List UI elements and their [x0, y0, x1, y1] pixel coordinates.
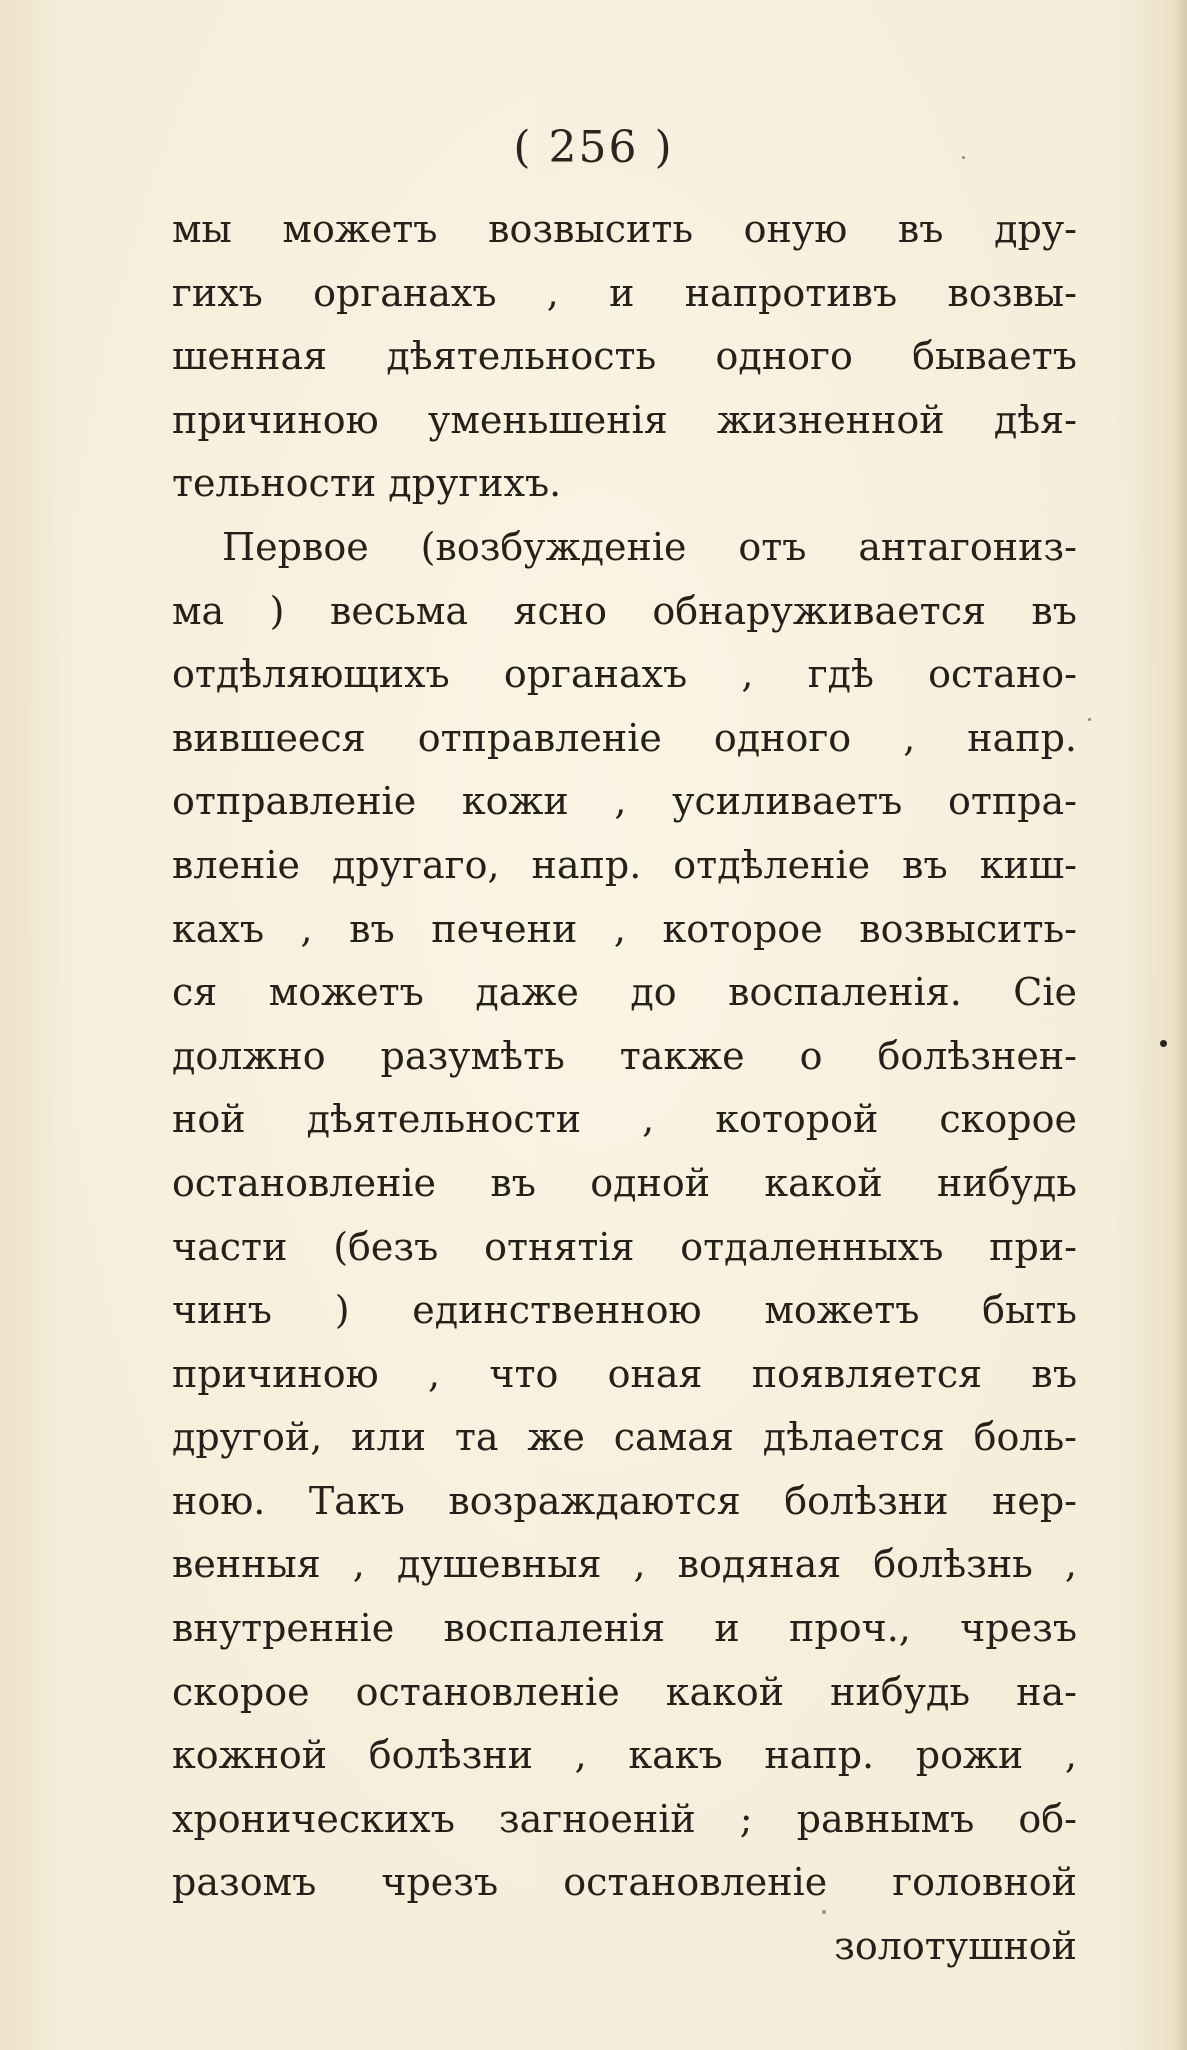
- text-line: причиною , что оная появляется въ: [172, 1351, 1077, 1396]
- text-line: гихъ органахъ , и напротивъ возвы-: [172, 270, 1077, 315]
- text-line: причиною уменьшенія жизненной дѣя-: [172, 397, 1077, 442]
- ink-speck: [822, 1910, 826, 1914]
- ink-speck: [962, 156, 965, 159]
- text-line: вленіе другаго, напр. отдѣленіе въ киш-: [172, 842, 1077, 887]
- ink-speck: [1088, 718, 1091, 721]
- text-line: разомъ чрезъ остановленіе головной: [172, 1860, 1077, 1905]
- text-line: Первое (возбужденіе отъ антагониз-: [222, 524, 1077, 569]
- page-number: ( 256 ): [513, 122, 674, 173]
- text-line: отдѣляющихъ органахъ , гдѣ остано-: [172, 652, 1077, 697]
- text-line: части (безъ отнятія отдаленныхъ при-: [172, 1224, 1077, 1269]
- text-line: ма ) весьма ясно обнаруживается въ: [172, 588, 1077, 633]
- text-line: шенная дѣятельность одного бываетъ: [172, 334, 1077, 379]
- text-line: должно разумѣть также о болѣзнен-: [172, 1033, 1077, 1078]
- text-line: вившееся отправленіе одного , напр.: [172, 715, 1077, 760]
- text-line: кожной болѣзни , какъ напр. рожи ,: [172, 1733, 1077, 1778]
- text-line: отправленіе кожи , усиливаетъ отпра-: [172, 779, 1077, 824]
- text-line: хроническихъ загноеній ; равнымъ об-: [172, 1796, 1077, 1841]
- page-edge-shadow: [1175, 0, 1187, 2050]
- body-text: [172, 198, 1077, 1979]
- text-line: другой, или та же самая дѣлается боль-: [172, 1415, 1077, 1460]
- text-line: скорое остановленіе какой нибудь на-: [172, 1669, 1077, 1714]
- text-line: венныя , душевныя , водяная болѣзнь ,: [172, 1542, 1077, 1587]
- text-line: тельности другихъ.: [172, 461, 562, 506]
- ink-speck: [1160, 1040, 1167, 1047]
- text-line: внутренніе воспаленія и проч., чрезъ: [172, 1606, 1077, 1651]
- text-line: ною. Такъ возраждаются болѣзни нер-: [172, 1478, 1077, 1523]
- text-line: ся можетъ даже до воспаленія. Сіе: [172, 970, 1077, 1015]
- catchword: золотушной: [834, 1924, 1077, 1969]
- text-line: чинъ ) единственною можетъ быть: [172, 1288, 1077, 1333]
- text-line: ной дѣятельности , которой скорое: [172, 1097, 1077, 1142]
- text-line: остановленіе въ одной какой нибудь: [172, 1160, 1077, 1205]
- text-line: кахъ , въ печени , которое возвысить-: [172, 906, 1077, 951]
- text-line: мы можетъ возвысить оную въ дру-: [172, 207, 1077, 251]
